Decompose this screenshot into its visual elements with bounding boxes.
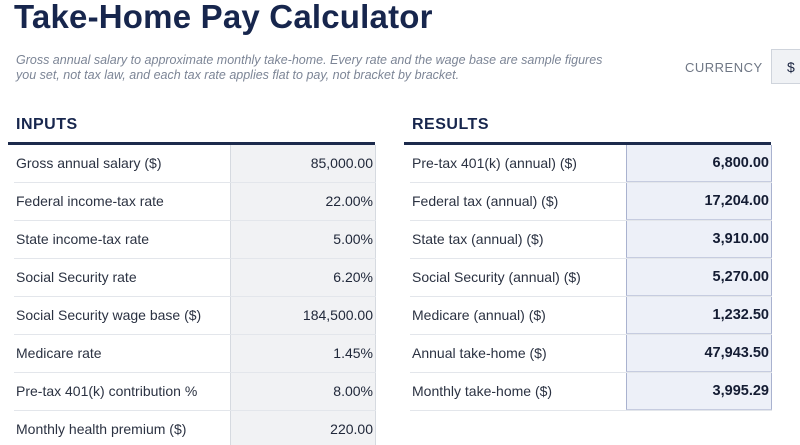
result-label: State tax (annual) ($) xyxy=(412,231,544,247)
result-value-social-security: 5,270.00 xyxy=(626,259,772,296)
input-row-medicare-rate xyxy=(14,335,376,373)
result-row-annual-take-home xyxy=(410,335,772,373)
result-row-social-security xyxy=(410,259,772,297)
input-label: Monthly health premium ($) xyxy=(16,421,187,437)
input-label: Pre-tax 401(k) contribution % xyxy=(16,383,198,399)
result-label: Federal tax (annual) ($) xyxy=(412,193,559,209)
inputs-heading: INPUTS xyxy=(16,116,78,133)
ss-rate-input[interactable]: 6.20% xyxy=(230,259,376,296)
ss-wage-base-input[interactable]: 184,500.00 xyxy=(230,297,376,334)
result-row-monthly-take-home xyxy=(410,373,772,411)
result-value-state-tax: 3,910.00 xyxy=(626,221,772,258)
input-label: Federal income-tax rate xyxy=(16,193,164,209)
inputs-table xyxy=(14,145,376,445)
input-row-federal-rate xyxy=(14,183,376,221)
input-row-ss-wage-base xyxy=(14,297,376,335)
result-row-federal-tax xyxy=(410,183,772,221)
page-subtitle: Gross annual salary to approximate monthly take-home. Every rate and the wage base are sample figures you set, not tax law, and each tax rate applies flat to pay, not bracket by bracket. xyxy=(16,53,603,82)
result-row-401k xyxy=(410,145,772,183)
result-value-401k: 6,800.00 xyxy=(626,145,772,182)
input-row-ss-rate xyxy=(14,259,376,297)
result-label: Monthly take-home ($) xyxy=(412,383,553,399)
input-label: Gross annual salary ($) xyxy=(16,155,162,171)
result-value-annual-take-home: 47,943.50 xyxy=(626,335,772,372)
result-label: Social Security (annual) ($) xyxy=(412,269,581,285)
state-rate-input[interactable]: 5.00% xyxy=(230,221,376,258)
result-label: Pre-tax 401(k) (annual) ($) xyxy=(412,155,577,171)
gross-salary-input[interactable]: 85,000.00 xyxy=(230,145,376,182)
result-value-monthly-take-home: 3,995.29 xyxy=(626,373,772,410)
medicare-rate-input[interactable]: 1.45% xyxy=(230,335,376,372)
input-label: Medicare rate xyxy=(16,345,102,361)
input-row-health-premium xyxy=(14,411,376,445)
input-row-gross-salary xyxy=(14,145,376,183)
input-label: Social Security rate xyxy=(16,269,137,285)
result-row-state-tax xyxy=(410,221,772,259)
result-label: Medicare (annual) ($) xyxy=(412,307,546,323)
result-label: Annual take-home ($) xyxy=(412,345,547,361)
result-value-medicare: 1,232.50 xyxy=(626,297,772,334)
results-table xyxy=(410,145,772,411)
health-premium-input[interactable]: 220.00 xyxy=(230,411,376,445)
input-row-state-rate xyxy=(14,221,376,259)
page-title: Take-Home Pay Calculator xyxy=(14,0,433,35)
input-row-401k-pct xyxy=(14,373,376,411)
currency-label: CURRENCY xyxy=(685,60,763,75)
result-value-federal-tax: 17,204.00 xyxy=(626,183,772,220)
input-label: State income-tax rate xyxy=(16,231,150,247)
currency-input[interactable]: $ xyxy=(771,49,800,84)
federal-rate-input[interactable]: 22.00% xyxy=(230,183,376,220)
401k-pct-input[interactable]: 8.00% xyxy=(230,373,376,410)
result-row-medicare xyxy=(410,297,772,335)
results-heading: RESULTS xyxy=(412,116,489,133)
input-label: Social Security wage base ($) xyxy=(16,307,202,323)
